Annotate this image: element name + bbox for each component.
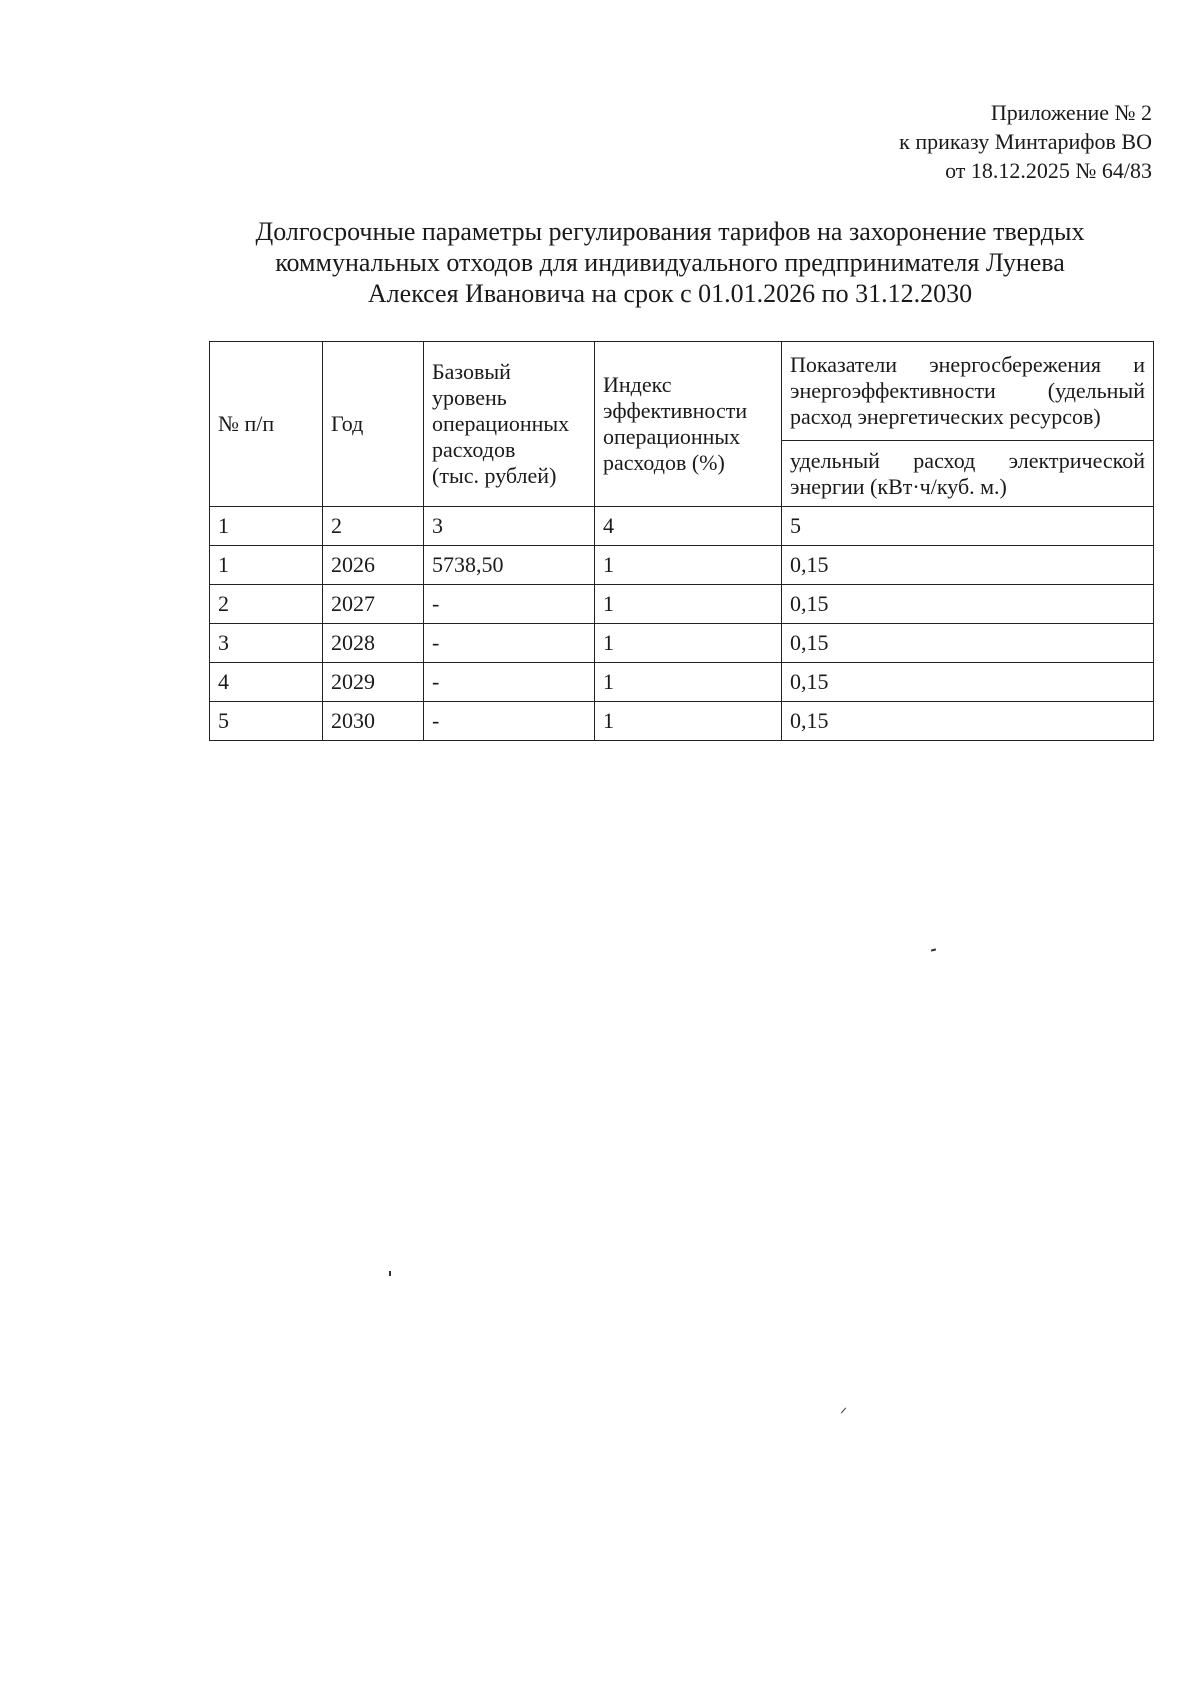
table-row <box>210 624 1154 663</box>
table-row <box>210 702 1154 741</box>
document-title <box>170 216 1170 309</box>
cell-num: 5 <box>210 702 323 741</box>
cell-electric: 0,15 <box>782 585 1154 624</box>
cell-electric: 0,15 <box>782 624 1154 663</box>
column-number: 2 <box>323 507 424 546</box>
cell-index: 1 <box>595 585 782 624</box>
cell-index: 1 <box>595 624 782 663</box>
header-base-level: Базовый уровень операционных расходов (тыс. рублей) <box>424 342 595 507</box>
document-title-line: Долгосрочные параметры регулирования тарифов на захоронение твердых <box>255 217 1085 246</box>
document-title-line: Алексея Ивановича на срок с 01.01.2026 по 31.12.2030 <box>367 279 973 308</box>
cell-num: 3 <box>210 624 323 663</box>
table-row <box>210 585 1154 624</box>
cell-index: 1 <box>595 546 782 585</box>
scan-speck <box>931 948 936 951</box>
cell-num: 1 <box>210 546 323 585</box>
scan-speck <box>841 1407 846 1413</box>
header-num: № п/п <box>210 342 323 507</box>
appendix-header <box>899 98 1152 185</box>
table-row <box>210 546 1154 585</box>
cell-num: 4 <box>210 663 323 702</box>
column-number: 5 <box>782 507 1154 546</box>
header-energy-indicators: Показатели энергосбережения и энергоэффективности (удельный расход энергетических ресурсов) <box>782 342 1154 441</box>
cell-base: - <box>424 702 595 741</box>
cell-year: 2027 <box>323 585 424 624</box>
cell-index: 1 <box>595 702 782 741</box>
cell-electric: 0,15 <box>782 546 1154 585</box>
header-electric-consumption: удельный расход электрической энергии (кВт·ч/куб. м.) <box>782 441 1154 507</box>
cell-base: - <box>424 663 595 702</box>
appendix-order-date: от 18.12.2025 № 64/83 <box>945 158 1152 183</box>
cell-index: 1 <box>595 663 782 702</box>
cell-year: 2026 <box>323 546 424 585</box>
table-row <box>210 663 1154 702</box>
cell-year: 2028 <box>323 624 424 663</box>
cell-electric: 0,15 <box>782 702 1154 741</box>
cell-year: 2029 <box>323 663 424 702</box>
cell-base: - <box>424 585 595 624</box>
tariff-parameters-table <box>209 341 1154 741</box>
cell-base: 5738,50 <box>424 546 595 585</box>
cell-electric: 0,15 <box>782 663 1154 702</box>
header-year: Год <box>323 342 424 507</box>
appendix-number: Приложение № 2 <box>990 100 1152 125</box>
cell-num: 2 <box>210 585 323 624</box>
cell-base: - <box>424 624 595 663</box>
column-number: 3 <box>424 507 595 546</box>
appendix-order-ref: к приказу Минтарифов ВО <box>899 129 1152 154</box>
column-number: 4 <box>595 507 782 546</box>
column-numbers-row <box>210 507 1154 546</box>
column-number: 1 <box>210 507 323 546</box>
scan-speck <box>389 1271 391 1276</box>
cell-year: 2030 <box>323 702 424 741</box>
table-header-row <box>210 342 1154 441</box>
header-efficiency-index: Индекс эффективности операционных расходов (%) <box>595 342 782 507</box>
document-title-line: коммунальных отходов для индивидуального предпринимателя Лунева <box>275 248 1065 277</box>
